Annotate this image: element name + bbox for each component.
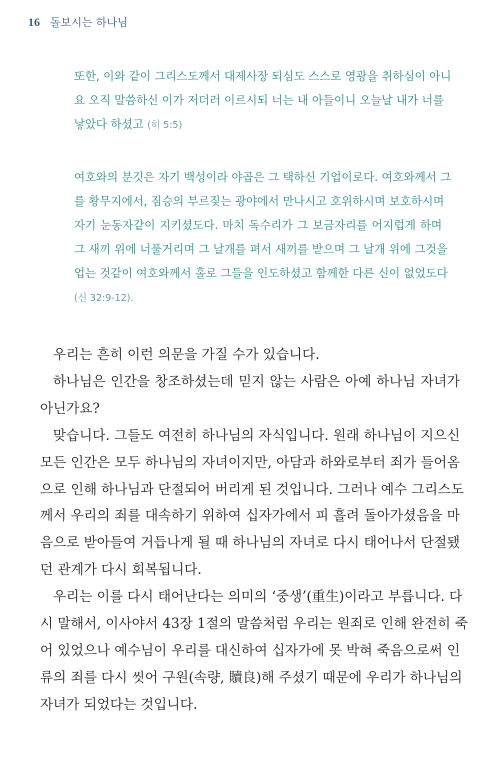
- quote-line: 를 황무지에서, 짐승의 부르짖는 광야에서 만나시고 호위하시며 보호하시며: [74, 194, 445, 208]
- scripture-quote-hebrews: [74, 64, 452, 138]
- quote-line-last: [74, 112, 442, 138]
- quote-line: 업는 것같이 여호와께서 홀로 그들을 인도하셨고 함께한 다른 신이 없었도다: [74, 266, 448, 280]
- body-line: 우리는 흔히 이런 의문을 가질 수가 있습니다.: [53, 347, 320, 363]
- body-paragraphs: [40, 342, 469, 719]
- page-header: [28, 14, 128, 30]
- quote-line: 그 새끼 위에 너풀거리며 그 날개를 펴서 새끼를 받으며 그 날개 위에 그것을: [74, 242, 448, 256]
- quote-line: 또한, 이와 같이 그리스도께서 대제사장 되심도 스스로 영광을 취하심이 아니: [74, 69, 452, 83]
- body-line: 으로 인해 하나님과 단절되어 버리게 된 것입니다. 그러나 예수 그리스도: [40, 481, 465, 498]
- quote-citation: (신 32:9-12).: [74, 293, 134, 304]
- quote-line: 자기 눈동자같이 지키셨도다. 마치 독수리가 그 보금자리를 어지럽게 하며: [74, 218, 442, 232]
- body-line: 하나님은 인간을 창조하셨는데 믿지 않는 사람은 아예 하나님 자녀가: [53, 373, 460, 390]
- body-line: 어 있었으나 예수님이 우리를 대신하여 십자가에 못 박혀 죽음으로써 인: [40, 642, 460, 659]
- body-line: 우리는 이를 다시 태어난다는 의미의 ‘중생’(重生)이라고 부릅니다. 다: [53, 589, 463, 606]
- body-line: 류의 죄를 다시 씻어 구원(속량, 贖良)해 주셨기 때문에 우리가 하나님의: [40, 669, 463, 686]
- body-line: 맞습니다. 그들도 여전히 하나님의 자식입니다. 원래 하나님이 지으신: [53, 427, 460, 444]
- body-line: 던 관계가 다시 회복됩니다.: [40, 562, 202, 579]
- body-line: 께서 우리의 죄를 대속하기 위하여 십자가에서 피 흘려 돌아가셨음을 마: [40, 508, 460, 525]
- running-title: 돌보시는 하나님: [50, 16, 128, 29]
- body-line: 음으로 받아들여 거듭나게 될 때 하나님의 자녀로 다시 태어나서 단절됐: [40, 535, 460, 552]
- body-line: 아닌가요?: [40, 400, 100, 417]
- quote-line: 요 오직 말씀하신 이가 저더러 이르시되 너는 내 아들이니 오늘날 내가 너를: [74, 93, 444, 107]
- body-line: 시 말해서, 이사야서 43장 1절의 말씀처럼 우리는 원죄로 인해 완전히 죽: [40, 616, 469, 633]
- quote-citation: (히 5:5): [147, 120, 183, 131]
- scripture-quote-deuteronomy: [74, 165, 452, 311]
- body-line: 자녀가 되었다는 것입니다.: [40, 696, 198, 713]
- quote-citation-line: [74, 285, 442, 311]
- page-number: 16: [28, 15, 40, 29]
- quote-line: 여호와의 분깃은 자기 백성이라 야곱은 그 택하신 기업이로다. 여호와께서 그: [74, 170, 452, 184]
- quote-text: 낳았다 하셨고: [74, 117, 144, 131]
- body-line: 모든 인간은 모두 하나님의 자녀이지만, 아담과 하와로부터 죄가 들어옴: [40, 454, 460, 471]
